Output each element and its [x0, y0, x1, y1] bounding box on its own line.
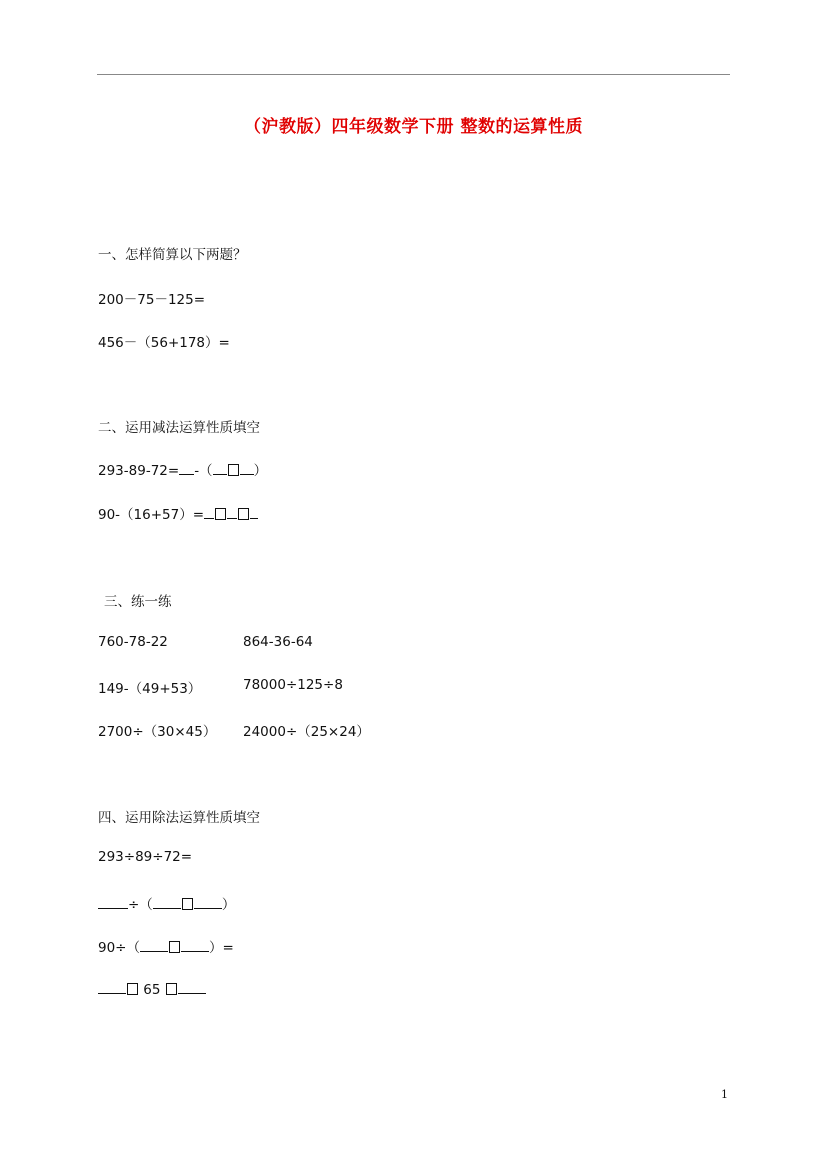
section4-q2-suffix: ）=: [209, 940, 234, 956]
operator-box[interactable]: [238, 508, 249, 520]
page-number: 1: [721, 1088, 728, 1101]
section2-q1-mid: -（: [194, 463, 213, 479]
blank[interactable]: [250, 506, 258, 519]
section1-question2: 456－（56+178）=: [98, 335, 230, 351]
blank[interactable]: [179, 462, 194, 475]
section2-q1-prefix: 293-89-72=: [98, 463, 180, 479]
operator-box[interactable]: [215, 508, 226, 520]
blank[interactable]: [213, 462, 227, 475]
section4-q2-prefix: 90÷（: [98, 940, 140, 956]
section3-heading: 三、练一练: [104, 594, 172, 610]
section1-question1: 200－75－125=: [98, 292, 206, 308]
section4-q1-fill-mid: ÷（: [128, 897, 153, 913]
blank[interactable]: [194, 896, 222, 909]
blank[interactable]: [181, 939, 209, 952]
section3-row1-left: 760-78-22: [98, 634, 168, 650]
operator-box[interactable]: [169, 941, 180, 953]
section4-question1: 293÷89÷72=: [98, 849, 193, 865]
blank[interactable]: [227, 506, 237, 519]
section4-question1-fill: [98, 893, 235, 913]
section4-question2-fill: [98, 981, 206, 998]
section2-question1: [98, 459, 267, 479]
blank[interactable]: [153, 896, 181, 909]
operator-box[interactable]: [166, 983, 177, 995]
page-title: （沪教版）四年级数学下册 整数的运算性质: [244, 117, 583, 137]
blank[interactable]: [98, 981, 126, 994]
blank[interactable]: [204, 506, 214, 519]
section4-question2: [98, 936, 234, 956]
section3-row1-right: 864-36-64: [243, 634, 313, 650]
section2-q1-suffix: ）: [253, 463, 268, 479]
operator-box[interactable]: [127, 983, 138, 995]
section4-q2-fill-mid: 65: [139, 982, 165, 998]
section3-row2-left: 149-（49+53）: [98, 681, 202, 697]
section2-q2-prefix: 90-（16+57）=: [98, 507, 205, 523]
section2-heading: 二、运用减法运算性质填空: [98, 420, 260, 436]
blank[interactable]: [178, 981, 206, 994]
blank[interactable]: [140, 939, 168, 952]
blank[interactable]: [240, 462, 254, 475]
operator-box[interactable]: [228, 464, 239, 476]
section1-heading: 一、怎样简算以下两题？: [98, 247, 247, 263]
section2-question2: [98, 503, 258, 523]
section4-q1-fill-end: ）: [221, 897, 236, 913]
header-rule: [97, 74, 730, 75]
section3-row3-right: 24000÷（25×24）: [243, 724, 370, 740]
section4-heading: 四、运用除法运算性质填空: [98, 810, 260, 826]
section3-row3-left: 2700÷（30×45）: [98, 724, 217, 740]
section3-row2-right: 78000÷125÷8: [243, 677, 343, 693]
operator-box[interactable]: [182, 898, 193, 910]
blank[interactable]: [98, 896, 128, 909]
